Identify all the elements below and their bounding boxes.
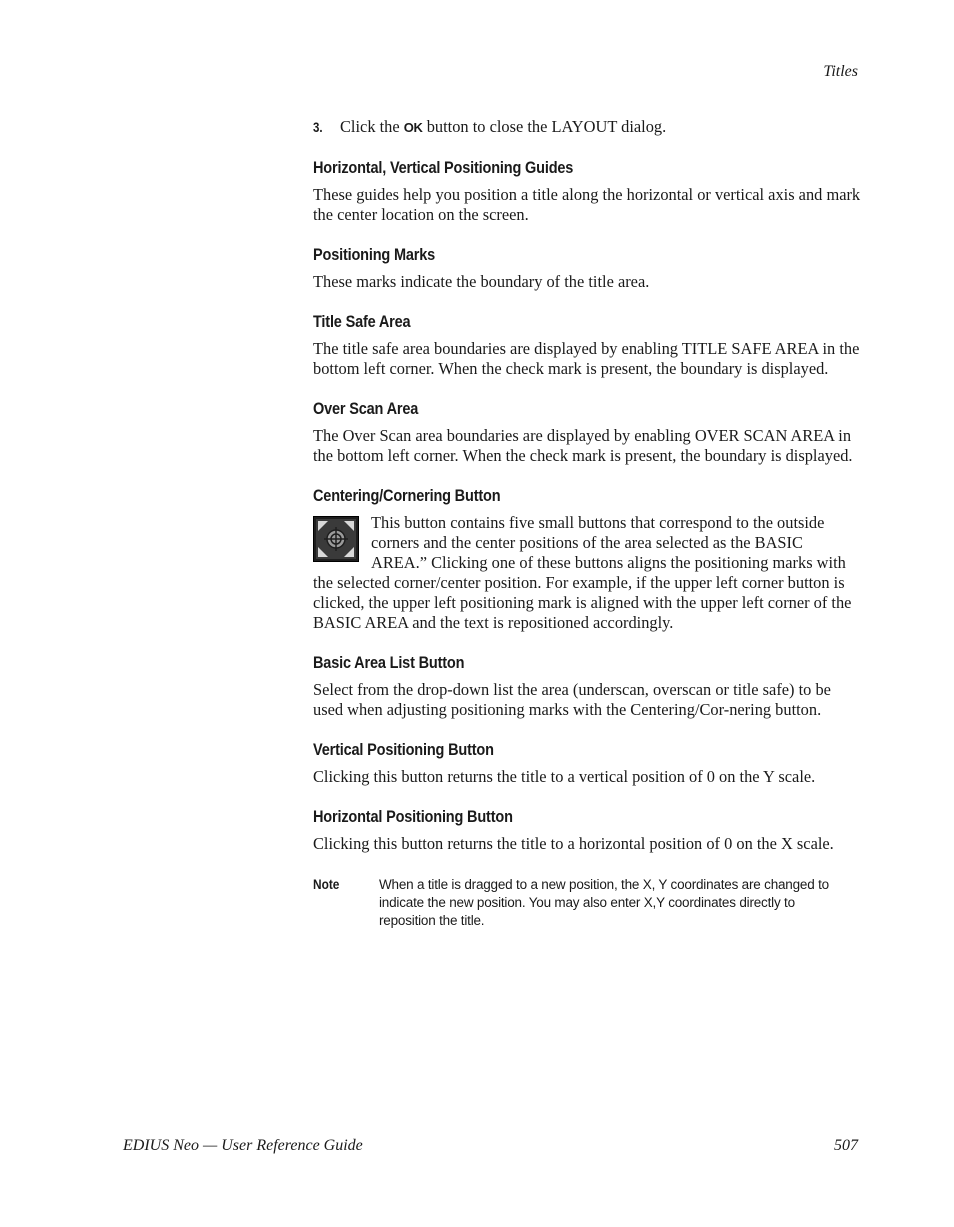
section-body: Select from the drop-down list the area (underscan, overscan or title safe) to be used when adjusting positioning marks with the Centering/Cor-nering button.: [313, 680, 831, 719]
running-head: Titles: [823, 63, 858, 80]
section-heading: Vertical Positioning Button: [313, 741, 494, 759]
section-body: The Over Scan area boundaries are displayed by enabling OVER SCAN AREA in the bottom left corner. When the check mark is present, the boundary is displayed.: [313, 426, 853, 465]
section-vertical-positioning: [313, 740, 861, 787]
note-label: Note: [313, 877, 340, 892]
section-heading: Horizontal Positioning Button: [313, 808, 513, 826]
section-heading: Centering/Cornering Button: [313, 487, 501, 505]
footer-page-number: 507: [834, 1137, 858, 1154]
section-heading: Positioning Marks: [313, 246, 436, 264]
step-text-after: button to close the LAYOUT dialog.: [422, 117, 667, 136]
section-body: Clicking this button returns the title to a horizontal position of 0 on the X scale.: [313, 834, 834, 853]
section-horizontal-positioning: [313, 807, 861, 854]
step-text-before: Click the: [340, 117, 404, 136]
page-content: [313, 117, 861, 930]
section-body: Clicking this button returns the title to a vertical position of 0 on the Y scale.: [313, 767, 816, 786]
ok-button-label: OK: [403, 120, 423, 135]
section-body: These marks indicate the boundary of the title area.: [313, 272, 650, 291]
section-positioning-marks: [313, 245, 861, 292]
section-heading: Title Safe Area: [313, 313, 411, 331]
section-title-safe-area: [313, 312, 861, 379]
note: [313, 876, 861, 930]
section-body: This button contains five small buttons that correspond to the outside corners and the center positions of the area selected as the BASIC AREA.” Clicking one of these buttons aligns the positioning marks with the selected corner/center position. For example, if the upper left corner button is clicked, the upper left positioning mark is aligned with the upper left corner of the BASIC AREA and the text is repositioned accordingly.: [313, 513, 852, 632]
section-body: These guides help you position a title along the horizontal or vertical axis and mark the center location on the screen.: [313, 185, 861, 224]
centering-cornering-button-icon: [313, 516, 359, 562]
section-basic-area-list: [313, 653, 861, 720]
footer-guide-title: EDIUS Neo — User Reference Guide: [123, 1137, 363, 1154]
step-3: [313, 117, 861, 138]
section-centering-cornering: [313, 486, 861, 633]
section-positioning-guides: [313, 158, 861, 225]
section-heading: Over Scan Area: [313, 400, 419, 418]
section-heading: Horizontal, Vertical Positioning Guides: [313, 159, 574, 177]
step-number: 3.: [313, 120, 323, 135]
section-heading: Basic Area List Button: [313, 654, 465, 672]
section-over-scan-area: [313, 399, 861, 466]
section-body: The title safe area boundaries are displayed by enabling TITLE SAFE AREA in the bottom left corner. When the check mark is present, the boundary is displayed.: [313, 339, 860, 378]
note-text: When a title is dragged to a new position, the X, Y coordinates are changed to indicate the new position. You may also enter X,Y coordinates directly to reposition the title.: [379, 877, 829, 928]
